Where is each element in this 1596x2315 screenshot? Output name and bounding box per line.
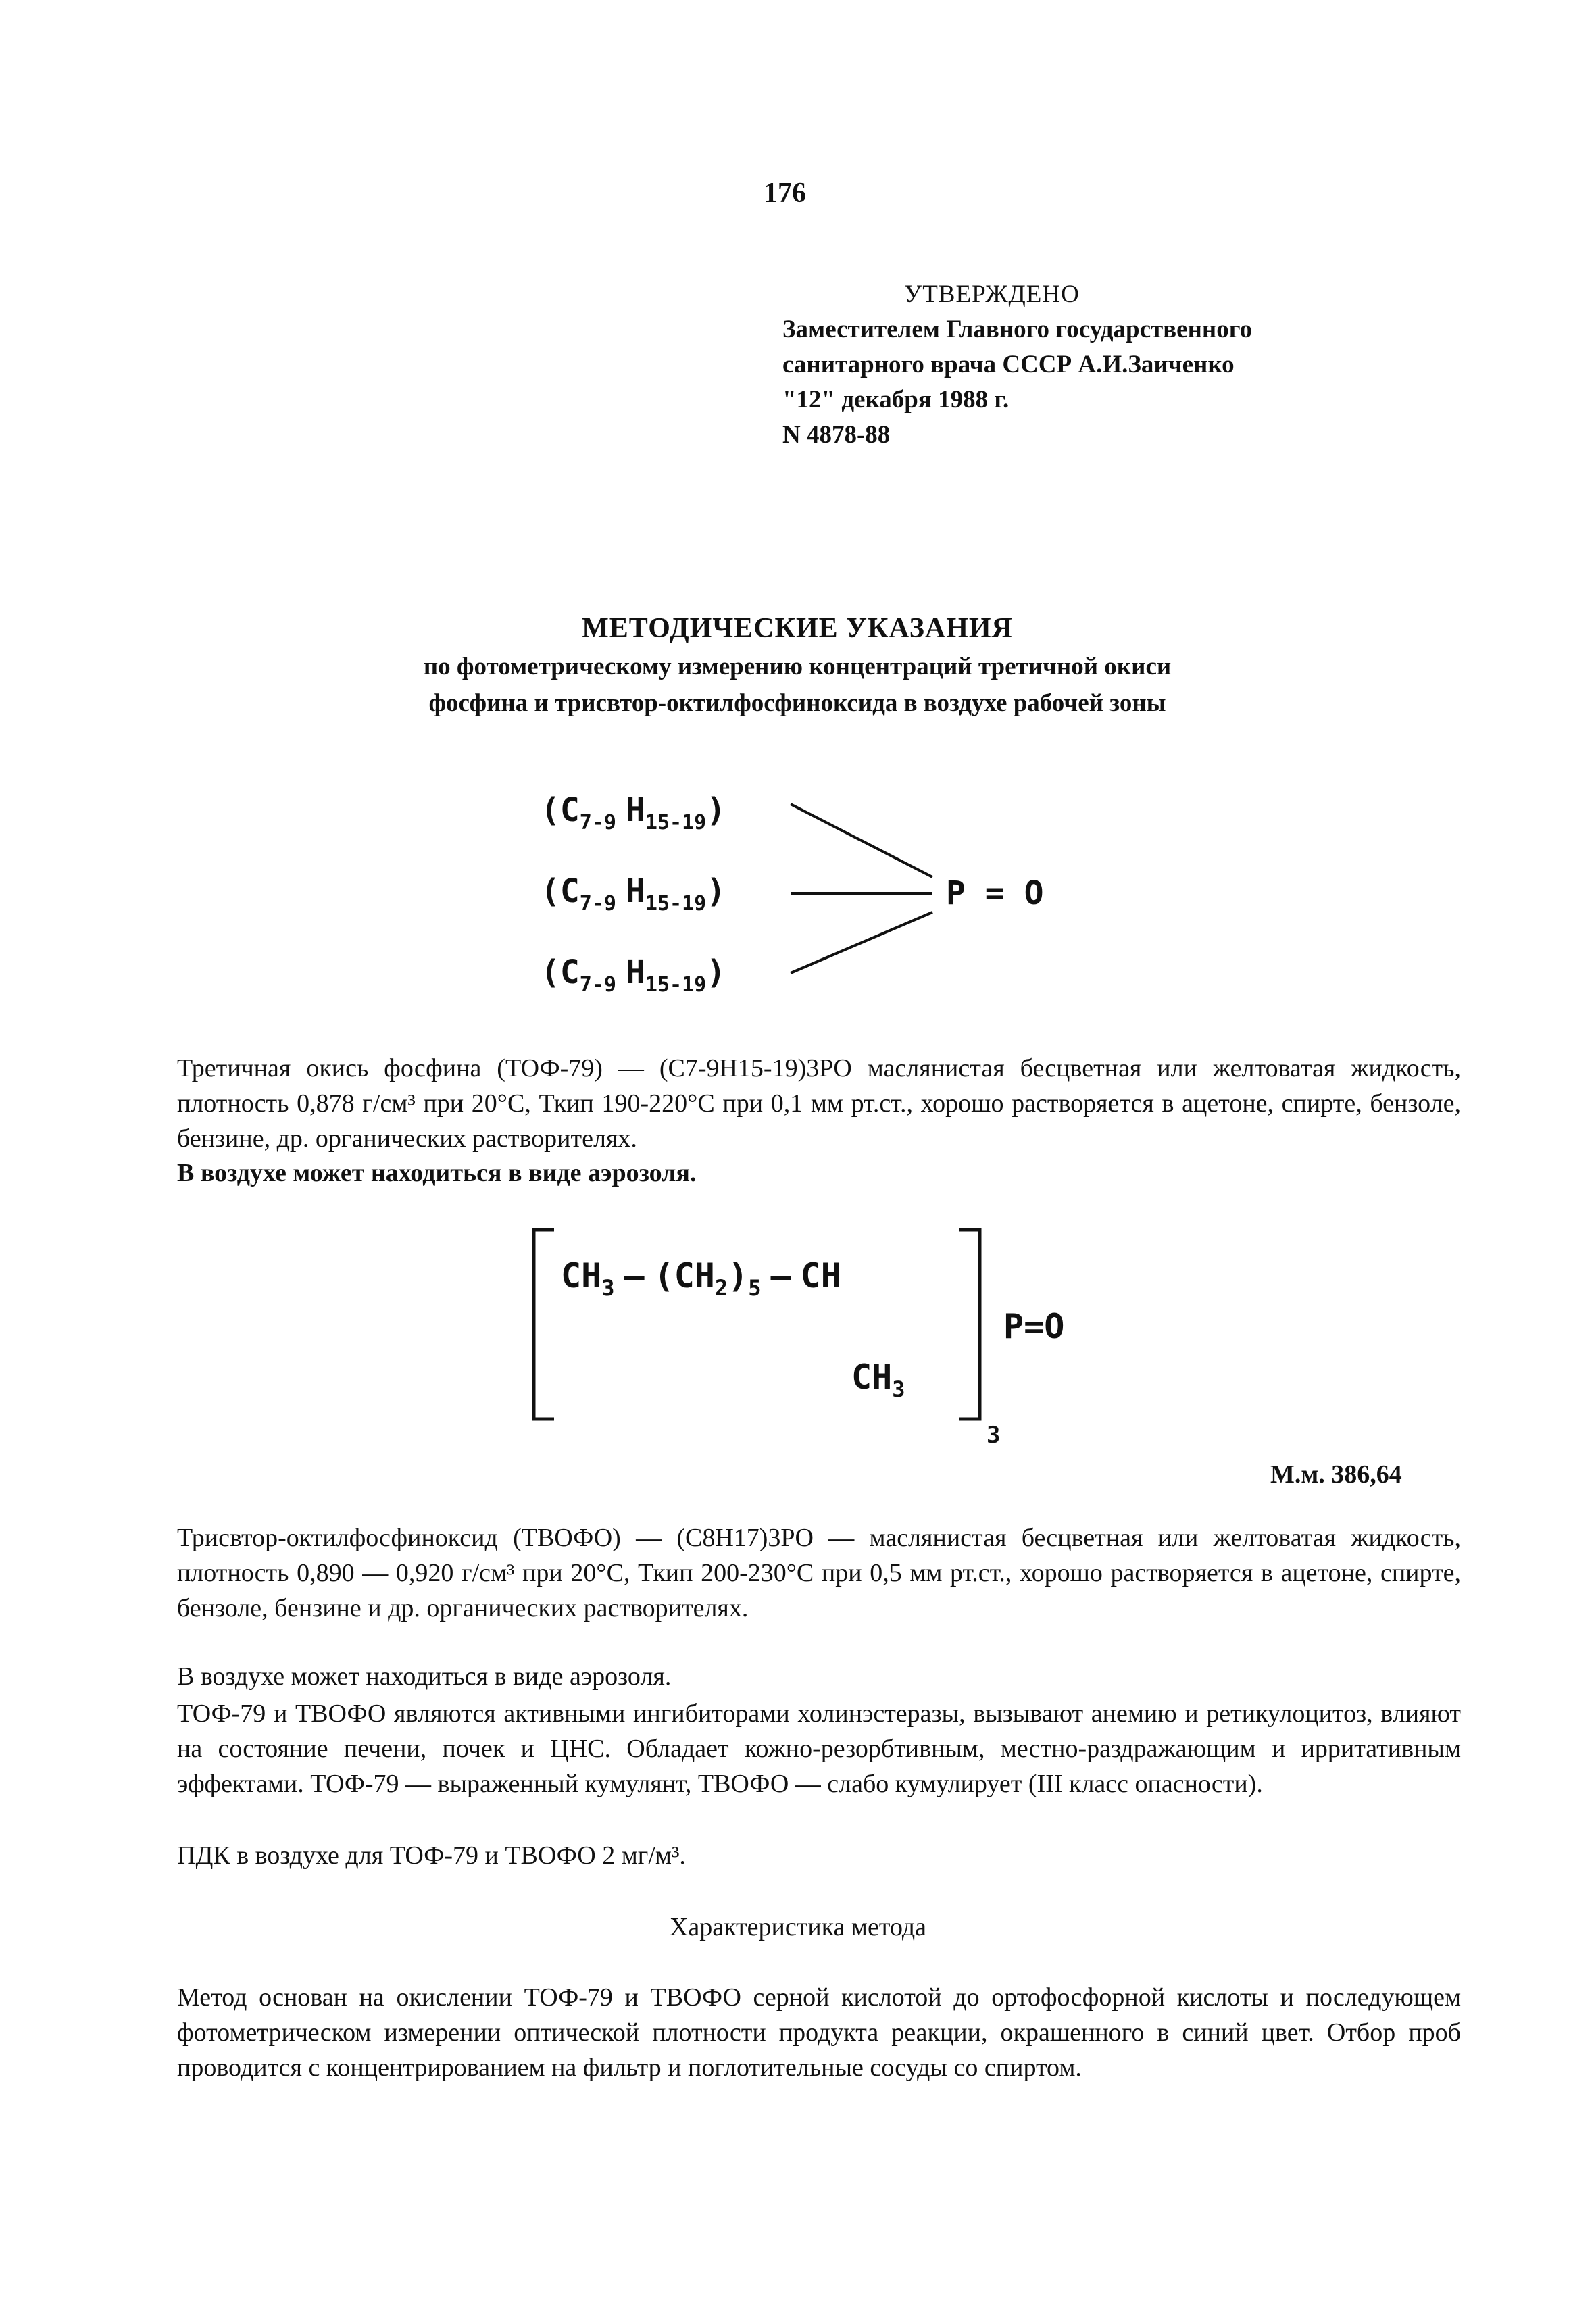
paragraph-tvofo-properties: Трисвтор-октилфосфиноксид (ТВОФО) — (C8H17)3PO — маслянистая бесцветная или желтоватая жидкость, плотность 0,890 — 0,920 г/см³ при 20°С, Ткип 200-230°С при 0,5 мм рт.ст., хорошо растворяется в ацетоне, спирте, бензоле, бензине и др. органических растворителях. — [177, 1524, 1461, 1622]
right-bracket — [959, 1230, 980, 1419]
left-bracket — [534, 1230, 554, 1419]
approval-block — [782, 277, 1458, 453]
formula-row — [541, 872, 726, 916]
bracket-subscript: 3 — [987, 1422, 1001, 1449]
paragraph-aerosol: В воздухе может находиться в виде аэрозоля. — [177, 1159, 697, 1187]
approval-heading: УТВЕРЖДЕНО — [904, 280, 1080, 308]
paragraph-tof79-properties: Третичная окись фосфина (ТОФ-79) — (C7-9H15-19)3PO маслянистая бесцветная или желтоватая жидкость, плотность 0,878 г/см³ при 20°С, Ткип 190-220°С при 0,1 мм рт.ст., хорошо растворяется в ацетоне, спирте, бензоле, бензине, др. органических растворителях. — [177, 1054, 1461, 1153]
paragraph-aerosol-2: В воздухе может находиться в виде аэрозоля. — [177, 1662, 672, 1691]
section-title: Характеристика метода — [669, 1913, 927, 1941]
title-main: МЕТОДИЧЕСКИЕ УКАЗАНИЯ — [582, 613, 1013, 644]
approval-line: N 4878-88 — [782, 421, 891, 449]
svg-text:(C7-9H15-19): ($C_{7-9}$ $H_{15-19}$) — [541, 953, 726, 997]
document-title — [257, 608, 1338, 722]
title-subtitle: фосфина и трисвтор-октилфосфиноксида в воздухе рабочей зоны — [428, 689, 1166, 717]
formula-tof79 — [541, 777, 1095, 1014]
formula-po: P=O — [1003, 1307, 1065, 1346]
approval-line: санитарного врача СССР А.И.Заиченко — [782, 351, 1235, 378]
formula-row — [541, 953, 726, 997]
paragraph-toxicity: ТОФ-79 и ТВОФО являются активными ингибиторами холинэстеразы, вызывают анемию и ретикулоцитоз, влияют на состояние печени, почек и ЦНС. Обладает кожно-резорбтивным, местно-раздражающим и ирритативным эффектами. ТОФ-79 — выраженный кумулянт, ТВОФО — слабо кумулирует (III класс опасности). — [177, 1699, 1461, 1798]
svg-text:(C7-9H15-19): ($C_{7-9}$ $H_{15-19}$) — [541, 872, 726, 916]
paragraph-mac: ПДК в воздухе для ТОФ-79 и ТВОФО 2 мг/м³. — [177, 1841, 686, 1870]
bond-line — [791, 804, 932, 877]
formula-center: P = O — [946, 874, 1044, 912]
paragraph-method: Метод основан на окислении ТОФ-79 и ТВОФО серной кислотой до ортофосфорной кислоты и последующем фотометрическом измерении оптической плотности продукта реакции, окрашенного в синий цвет. Отбор проб проводится с концентрированием на фильтр и поглотительные сосуды со спиртом. — [177, 1983, 1461, 2082]
formula-row — [541, 791, 726, 835]
page-number: 176 — [764, 178, 806, 209]
molar-mass: М.м. 386,64 — [1270, 1460, 1402, 1489]
formula-chain: $CH_3$ — $(CH_2)_5$ — CH — [561, 1256, 841, 1301]
svg-text:(C7-9H15-19): ($C_{7-9}$ $H_{15-19}$) — [541, 791, 726, 835]
title-subtitle: по фотометрическому измерению концентраций третичной окиси — [423, 653, 1172, 680]
bond-line — [791, 912, 932, 973]
approval-line: "12" декабря 1988 г. — [782, 386, 1009, 414]
approval-line: Заместителем Главного государственного — [782, 316, 1253, 343]
formula-tvofo — [527, 1216, 1108, 1473]
formula-branch: $CH_3$ — [851, 1358, 905, 1402]
